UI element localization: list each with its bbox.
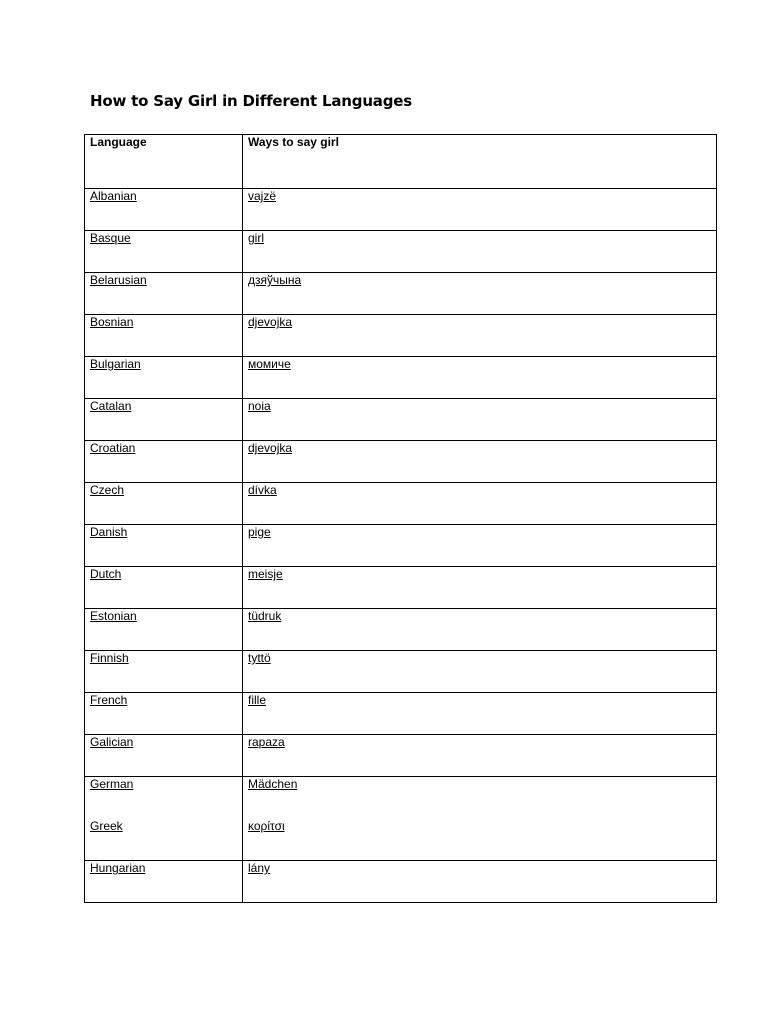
- word-link[interactable]: κορίτσι: [248, 819, 285, 833]
- language-cell: [85, 777, 243, 861]
- header-ways-to-say-girl: Ways to say girl: [243, 135, 717, 189]
- table-header-row: [85, 135, 717, 189]
- word-cell: [243, 861, 717, 903]
- word-link[interactable]: rapaza: [248, 735, 285, 749]
- language-cell: [85, 525, 243, 567]
- word-link[interactable]: fille: [248, 693, 267, 707]
- word-cell: [243, 777, 717, 861]
- word-cell: [243, 483, 717, 525]
- word-cell: [243, 735, 717, 777]
- word-cell: [243, 609, 717, 651]
- language-cell: [85, 609, 243, 651]
- word-link[interactable]: tyttö: [248, 651, 271, 665]
- word-cell: [243, 441, 717, 483]
- language-link[interactable]: German: [90, 777, 134, 791]
- word-cell: [243, 399, 717, 441]
- language-cell: [85, 693, 243, 735]
- word-cell: [243, 567, 717, 609]
- language-link[interactable]: Galician: [90, 735, 134, 749]
- language-link[interactable]: Greek: [90, 819, 123, 833]
- language-cell: [85, 273, 243, 315]
- word-cell: [243, 189, 717, 231]
- language-cell: [85, 399, 243, 441]
- word-cell: [243, 315, 717, 357]
- language-link[interactable]: Bulgarian: [90, 357, 141, 371]
- table-row: [85, 441, 717, 483]
- language-link[interactable]: Czech: [90, 483, 125, 497]
- language-link[interactable]: Basque: [90, 231, 131, 245]
- page-title: How to Say Girl in Different Languages: [90, 92, 412, 110]
- language-link[interactable]: Catalan: [90, 399, 132, 413]
- word-link[interactable]: момиче: [248, 357, 291, 371]
- word-link[interactable]: дзяўчына: [248, 273, 302, 287]
- language-link[interactable]: Belarusian: [90, 273, 147, 287]
- word-link[interactable]: djevojka: [248, 441, 293, 455]
- word-cell: [243, 651, 717, 693]
- language-table: [84, 134, 717, 903]
- table-row: [85, 483, 717, 525]
- language-cell: [85, 567, 243, 609]
- language-link[interactable]: French: [90, 693, 128, 707]
- table-row: [85, 357, 717, 399]
- header-language: Language: [85, 135, 243, 189]
- table-row: [85, 399, 717, 441]
- language-link[interactable]: Albanian: [90, 189, 137, 203]
- table-row: [85, 567, 717, 609]
- table-row: [85, 777, 717, 861]
- word-link[interactable]: meisje: [248, 567, 283, 581]
- word-link[interactable]: vajzë: [248, 189, 277, 203]
- word-link[interactable]: lány: [248, 861, 271, 875]
- language-link[interactable]: Croatian: [90, 441, 136, 455]
- table-row: [85, 273, 717, 315]
- language-link[interactable]: Finnish: [90, 651, 129, 665]
- language-link[interactable]: Hungarian: [90, 861, 146, 875]
- language-cell: [85, 231, 243, 273]
- word-cell: [243, 357, 717, 399]
- table-row: [85, 735, 717, 777]
- language-cell: [85, 483, 243, 525]
- table-row: [85, 651, 717, 693]
- language-cell: [85, 315, 243, 357]
- word-link[interactable]: djevojka: [248, 315, 293, 329]
- table-row: [85, 189, 717, 231]
- word-link[interactable]: girl: [248, 231, 265, 245]
- word-cell: [243, 231, 717, 273]
- table-row: [85, 525, 717, 567]
- word-link[interactable]: Mädchen: [248, 777, 298, 791]
- language-cell: [85, 861, 243, 903]
- table-row: [85, 609, 717, 651]
- word-link[interactable]: pige: [248, 525, 271, 539]
- word-link[interactable]: noia: [248, 399, 271, 413]
- language-link[interactable]: Dutch: [90, 567, 122, 581]
- word-cell: [243, 273, 717, 315]
- table-row: [85, 861, 717, 903]
- language-cell: [85, 189, 243, 231]
- language-link[interactable]: Bosnian: [90, 315, 134, 329]
- table-row: [85, 315, 717, 357]
- language-cell: [85, 735, 243, 777]
- language-link[interactable]: Estonian: [90, 609, 137, 623]
- table-row: [85, 231, 717, 273]
- language-cell: [85, 441, 243, 483]
- language-cell: [85, 357, 243, 399]
- word-cell: [243, 525, 717, 567]
- table-row: [85, 693, 717, 735]
- word-link[interactable]: tüdruk: [248, 609, 282, 623]
- language-link[interactable]: Danish: [90, 525, 128, 539]
- word-cell: [243, 693, 717, 735]
- word-link[interactable]: dívka: [248, 483, 277, 497]
- language-cell: [85, 651, 243, 693]
